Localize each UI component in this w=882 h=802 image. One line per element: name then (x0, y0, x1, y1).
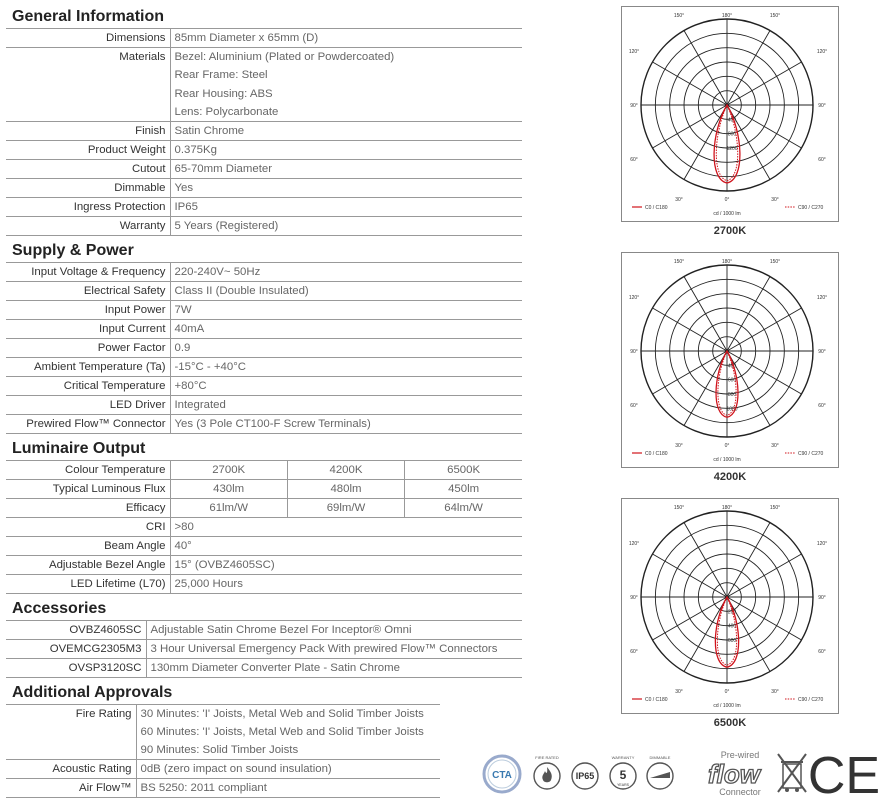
supply-row-label: Prewired Flow™ Connector (6, 414, 170, 433)
warranty-unit: YEARS (617, 783, 629, 787)
angle-label: 150° (673, 505, 685, 511)
general-row-value: Rear Housing: ABS (174, 87, 273, 100)
approval-value: 30 Minutes: 'I' Joists, Metal Web and Solid Timber Joists (136, 704, 440, 723)
polar-spoke (727, 308, 801, 351)
output-row (6, 536, 522, 555)
general-row (6, 178, 522, 197)
angle-label: 120° (628, 295, 640, 301)
accessory-row (6, 658, 522, 677)
general-row-label: Dimensions (6, 29, 170, 48)
approval-row (6, 779, 440, 798)
supply-row (6, 319, 522, 338)
legend-c0-c180: C0 / C180 (645, 451, 668, 457)
luminaire-output-table (6, 460, 522, 594)
general-row-label (6, 84, 170, 102)
angle-label: 150° (673, 259, 685, 265)
angle-label: 0° (724, 197, 730, 203)
general-row (6, 29, 522, 48)
general-row-label: Finish (6, 121, 170, 140)
output-row-value: >80 (170, 517, 522, 536)
angle-label: 90° (630, 595, 638, 601)
angle-label: 150° (769, 505, 781, 511)
polar-spoke (727, 31, 770, 105)
polar-spoke (653, 62, 727, 105)
supply-row-label: LED Driver (6, 395, 170, 414)
accessory-code: OVEMCG2305M3 (6, 639, 146, 658)
unit-label: cd / 1000 lm (713, 457, 741, 463)
angle-label: 90° (818, 103, 826, 109)
polar-caption: 4200K (713, 471, 747, 483)
approval-label (6, 723, 136, 741)
general-row (6, 216, 522, 235)
general-row (6, 84, 522, 102)
output-row-label: Colour Temperature (6, 460, 170, 479)
general-row-label (6, 103, 170, 122)
angle-label: 30° (771, 689, 779, 695)
output-row-value: 2700K (170, 460, 287, 479)
general-row-value: 85mm Diameter x 65mm (D) (170, 29, 522, 48)
polar-spoke (684, 31, 727, 105)
general-row-value: Lens: Polycarbonate (170, 103, 522, 122)
polar-spoke (727, 554, 801, 597)
angle-label: 120° (628, 49, 640, 55)
angle-label: 90° (818, 595, 826, 601)
accessories-table (6, 620, 522, 678)
supply-row (6, 395, 522, 414)
approval-row (6, 723, 440, 741)
warranty-badge (610, 755, 636, 789)
general-information-table (6, 28, 522, 236)
general-row-value: 5 Years (Registered) (170, 216, 522, 235)
output-row-value: 15° (OVBZ4605SC) (170, 555, 522, 574)
supply-row (6, 300, 522, 319)
flow-connector-logo (708, 750, 762, 797)
general-row-value: Satin Chrome (170, 121, 522, 140)
general-row-label: Ingress Protection (6, 197, 170, 216)
flow-top-text: Pre-wired (720, 750, 760, 760)
legend-c0-c180: C0 / C180 (645, 697, 668, 703)
polar-spoke (727, 597, 770, 671)
polar-spoke (727, 523, 770, 597)
angle-label: 150° (769, 13, 781, 19)
approval-value: 90 Minutes: Solid Timber Joists (136, 741, 440, 760)
legend-c90-c270: C90 / C270 (798, 451, 824, 457)
output-row-value: 25,000 Hours (170, 574, 522, 593)
supply-row-value: 7W (170, 300, 522, 319)
angle-label: 90° (630, 103, 638, 109)
ring-value-label: 200 (727, 609, 737, 616)
certification-badges (478, 746, 882, 802)
angle-label: 60° (630, 403, 638, 409)
polar-spoke (727, 277, 770, 351)
flow-bottom-text: Connector (719, 787, 761, 797)
approval-row (6, 704, 440, 723)
ring-value-label: 400 (727, 623, 737, 630)
polar-spoke (727, 62, 801, 105)
general-row (6, 140, 522, 159)
output-row (6, 517, 522, 536)
ring-value-label: 800 (727, 131, 737, 138)
svg-text:DIMMABLE: DIMMABLE (649, 755, 671, 760)
angle-label: 30° (675, 689, 683, 695)
output-row (6, 555, 522, 574)
supply-row-label: Critical Temperature (6, 376, 170, 395)
approval-value: 60 Minutes: 'I' Joists, Metal Web and Solid Timber Joists (140, 725, 424, 738)
polar-diagram-6500k (621, 498, 839, 714)
polar-caption: 6500K (713, 717, 747, 729)
ring-value-label: 600 (727, 377, 737, 384)
supply-row (6, 357, 522, 376)
general-information-title: General Information (12, 8, 165, 25)
flow-word: flow (708, 759, 760, 789)
supply-row-label: Input Voltage & Frequency (6, 262, 170, 281)
accessory-row (6, 620, 522, 639)
supply-row-value: Class II (Double Insulated) (170, 281, 522, 300)
weee-bin-icon (778, 754, 806, 792)
angle-label: 120° (816, 295, 828, 301)
general-row-value: IP65 (170, 197, 522, 216)
polar-diagram-2700k (621, 6, 839, 222)
general-row (6, 159, 522, 178)
legend-c90-c270: C90 / C270 (798, 697, 824, 703)
output-row (6, 479, 522, 498)
output-row-label: Efficacy (6, 498, 170, 517)
unit-label: cd / 1000 lm (713, 703, 741, 709)
general-row (6, 66, 522, 84)
luminaire-output-title: Luminaire Output (12, 439, 146, 457)
ring-value-label: 600 (727, 638, 737, 644)
polar-spoke (684, 523, 727, 597)
supply-row-value: 220-240V~ 50Hz (170, 262, 522, 281)
supply-row (6, 281, 522, 300)
polar-spoke (684, 277, 727, 351)
polar-spoke (727, 105, 801, 148)
supply-row-value: 40mA (170, 319, 522, 338)
output-row-value: 40° (170, 536, 522, 555)
supply-power-table (6, 262, 522, 434)
ring-value-label: 1200 (726, 146, 738, 152)
output-row-label: Adjustable Bezel Angle (6, 555, 170, 574)
approval-label: Air Flow™ (6, 779, 136, 798)
general-row (6, 48, 522, 67)
angle-label: 60° (630, 649, 638, 655)
angle-label: 60° (818, 403, 826, 409)
polar-spoke (653, 308, 727, 351)
supply-row-value: -15°C - +40°C (170, 357, 522, 376)
angle-label: 90° (818, 349, 826, 355)
general-row-label: Dimmable (6, 178, 170, 197)
legend-c90-c270: C90 / C270 (798, 205, 824, 211)
angle-label: 0° (724, 689, 730, 695)
accessory-description: 130mm Diameter Converter Plate - Satin Chrome (146, 658, 522, 677)
angle-label: 30° (675, 443, 683, 449)
polar-spoke (684, 351, 727, 425)
ring-value-label: 800 (727, 392, 737, 398)
general-row (6, 121, 522, 140)
output-row-label: LED Lifetime (L70) (6, 574, 170, 593)
svg-text:WARRANTY: WARRANTY (611, 755, 635, 760)
angle-label: 180° (721, 505, 733, 511)
output-row-value: 450lm (405, 479, 522, 498)
supply-row-value: 0.9 (170, 338, 522, 357)
ce-mark: CE (807, 747, 881, 802)
general-row-label: Materials (6, 48, 170, 67)
supply-row-label: Power Factor (6, 338, 170, 357)
accessory-code: OVSP3120SC (6, 658, 146, 677)
supply-row-label: Input Power (6, 300, 170, 319)
angle-label: 30° (771, 443, 779, 449)
accessory-description: 3 Hour Universal Emergency Pack With prewired Flow™ Connectors (146, 639, 522, 658)
approval-label (6, 741, 136, 760)
angle-label: 180° (721, 259, 733, 265)
polar-diagram-4200k (621, 252, 839, 468)
output-row-value: 4200K (287, 460, 404, 479)
general-row-value: Yes (170, 178, 522, 197)
additional-approvals-table (6, 704, 440, 798)
supply-row-label: Input Current (6, 319, 170, 338)
polar-spoke (727, 105, 770, 179)
general-row-value: Bezel: Aluminium (Plated or Powdercoated) (174, 51, 395, 63)
ip65-badge (572, 763, 598, 789)
angle-label: 150° (673, 13, 685, 19)
output-row-value: 430lm (170, 479, 287, 498)
output-row-value: 64lm/W (405, 498, 522, 517)
angle-label: 60° (818, 649, 826, 655)
general-row-value: Rear Frame: Steel (174, 69, 268, 82)
supply-row (6, 338, 522, 357)
approval-row (6, 760, 440, 779)
output-row (6, 498, 522, 517)
polar-spoke (727, 351, 770, 425)
polar-spoke (684, 597, 727, 671)
supply-row (6, 414, 522, 433)
output-row-label: Beam Angle (6, 536, 170, 555)
ring-value-label: 1000 (726, 406, 738, 413)
supply-row-value: +80°C (170, 376, 522, 395)
general-row (6, 197, 522, 216)
polar-spoke (653, 105, 727, 148)
approval-label: Acoustic Rating (6, 760, 136, 779)
accessory-code: OVBZ4605SC (6, 620, 146, 639)
approval-row (6, 741, 440, 760)
unit-label: cd / 1000 lm (713, 211, 741, 217)
approval-value: BS 5250: 2011 compliant (136, 779, 440, 798)
supply-row-label: Electrical Safety (6, 281, 170, 300)
polar-spoke (684, 105, 727, 179)
supply-power-title: Supply & Power (12, 241, 134, 259)
supply-row-value: Integrated (170, 395, 522, 414)
general-row-label: Cutout (6, 159, 170, 178)
cta-text: CTA (492, 770, 512, 781)
supply-row (6, 262, 522, 281)
output-row (6, 574, 522, 593)
supply-row-label: Ambient Temperature (Ta) (6, 357, 170, 376)
angle-label: 120° (816, 49, 828, 55)
angle-label: 0° (724, 443, 730, 449)
dimmable-icon (647, 755, 673, 789)
cta-badge (484, 756, 520, 792)
output-row (6, 460, 522, 479)
angle-label: 120° (816, 541, 828, 547)
approval-value: 0dB (zero impact on sound insulation) (136, 760, 440, 779)
angle-label: 30° (771, 197, 779, 203)
warranty-number: 5 (619, 768, 627, 782)
angle-label: 30° (675, 197, 683, 203)
supply-row-value: Yes (3 Pole CT100-F Screw Terminals) (170, 414, 522, 433)
angle-label: 150° (769, 259, 781, 265)
general-row (6, 103, 522, 122)
polar-caption: 2700K (713, 225, 747, 237)
output-row-label: CRI (6, 517, 170, 536)
general-row-value: 65-70mm Diameter (170, 159, 522, 178)
output-row-value: 61lm/W (170, 498, 287, 517)
general-row-value: 0.375Kg (170, 140, 522, 159)
general-row-label (6, 66, 170, 84)
accessory-row (6, 639, 522, 658)
accessories-title: Accessories (12, 599, 107, 617)
angle-label: 90° (630, 349, 638, 355)
fire-icon (534, 755, 560, 789)
angle-label: 60° (818, 157, 826, 163)
output-row-label: Typical Luminous Flux (6, 479, 170, 498)
general-row-label: Warranty (6, 216, 170, 235)
general-row-label: Product Weight (6, 140, 170, 159)
approval-label: Fire Rating (6, 704, 136, 723)
ring-value-label: 400 (727, 363, 737, 370)
output-row-value: 6500K (405, 460, 522, 479)
angle-label: 180° (721, 13, 733, 19)
polar-spoke (653, 554, 727, 597)
legend-c0-c180: C0 / C180 (645, 205, 668, 211)
additional-approvals-title: Additional Approvals (12, 683, 173, 701)
ip65-text: IP65 (575, 771, 595, 781)
accessory-description: Adjustable Satin Chrome Bezel For Inceptor® Omni (146, 620, 522, 639)
angle-label: 120° (628, 541, 640, 547)
spec-column (6, 6, 522, 798)
supply-row (6, 376, 522, 395)
output-row-value: 69lm/W (287, 498, 404, 517)
svg-text:FIRE RATED: FIRE RATED (535, 755, 559, 760)
angle-label: 60° (630, 157, 638, 163)
output-row-value: 480lm (287, 479, 404, 498)
ring-value-label: 400 (727, 117, 737, 124)
